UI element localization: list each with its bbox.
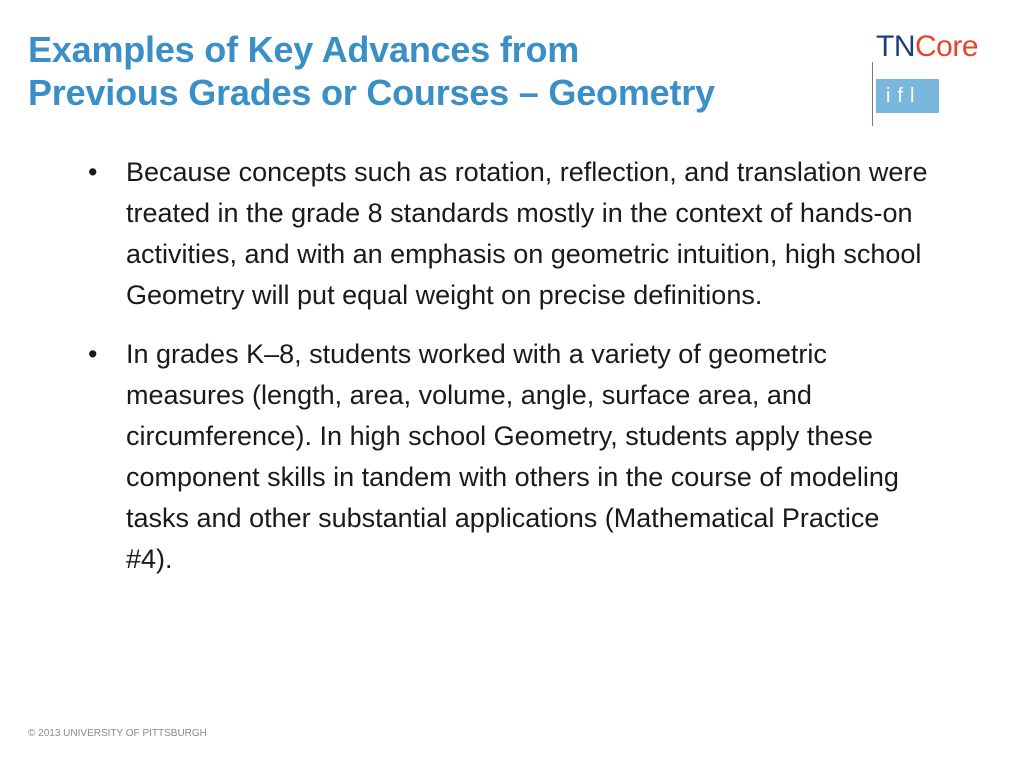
bullet-item (88, 334, 928, 580)
logo-tn-text: TN (876, 30, 915, 63)
bullet-text: In grades K–8, students worked with a variety of geometric measures (length, area, volume, angle, surface area, and circumference). In high school Geometry, students apply these component skills in tandem with others in the course of modeling tasks and other substantial applications (Mathematical Practice #4). (126, 339, 899, 574)
copyright-footer: © 2013 UNIVERSITY OF PITTSBURGH (28, 728, 207, 739)
tncore-ifl-logo (872, 28, 1007, 128)
bullet-icon: • (88, 339, 98, 369)
logo-core-text: Core (915, 30, 979, 63)
ifl-logo: ifl (876, 79, 939, 113)
bullet-item (88, 152, 928, 316)
bullet-list (88, 152, 928, 580)
slide-title (28, 28, 868, 114)
slide-title-line-1: Examples of Key Advances from (28, 29, 580, 70)
slide-title-line-2: Previous Grades or Courses – Geometry (28, 72, 715, 113)
bullet-icon: • (88, 157, 98, 187)
bullet-text: Because concepts such as rotation, reflection, and translation were treated in the grade 8 standards mostly in the context of hands-on activities, and with an emphasis on geometric intuition, high school Geometry will put equal weight on precise definitions. (126, 157, 928, 310)
logo-divider (872, 62, 873, 126)
tncore-logo-text (876, 28, 978, 66)
